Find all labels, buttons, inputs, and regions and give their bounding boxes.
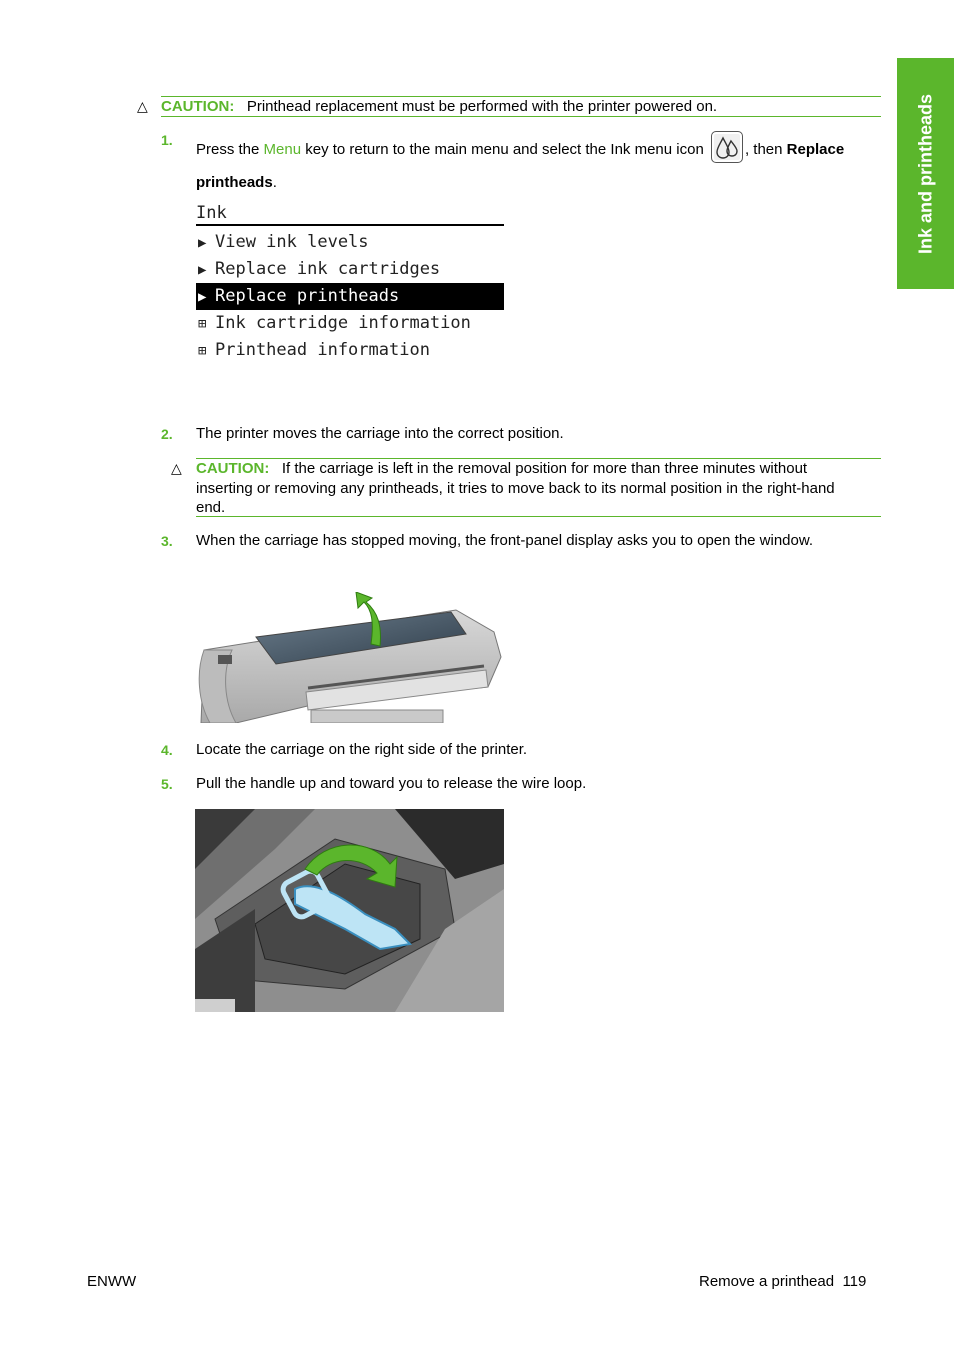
caution-triangle-icon: △ [137, 98, 148, 114]
caution-top-bottom-rule [161, 116, 881, 117]
arrow-right-icon: ▶ [198, 235, 207, 251]
section-tab-label: Ink and printheads [915, 93, 935, 254]
step-number: 1. [161, 132, 173, 148]
panel-item-replace-printheads[interactable]: ▶ Replace printheads [196, 283, 504, 310]
expand-box-icon: ⊞ [198, 343, 207, 359]
printer-open-window-illustration [196, 592, 504, 723]
expand-box-icon: ⊞ [198, 316, 207, 332]
step-number: 2. [161, 426, 173, 442]
step-5-text: Pull the handle up and toward you to release the wire loop. [196, 775, 587, 792]
panel-title: Ink [196, 200, 504, 226]
panel-item-printhead-information[interactable]: ⊞ Printhead information [196, 337, 504, 364]
panel-item-replace-ink-cartridges[interactable]: ▶ Replace ink cartridges [196, 256, 504, 283]
carriage-handle-illustration [195, 809, 504, 1012]
page-number: 119 [842, 1273, 867, 1290]
ink-menu-icon [711, 131, 743, 163]
caution-label: CAUTION: [161, 98, 235, 115]
caution-mid-bottom-rule [196, 516, 881, 517]
step-2-text: The printer moves the carriage into the correct position. [196, 425, 564, 442]
step-number: 4. [161, 742, 173, 758]
step-4-text: Locate the carriage on the right side of the printer. [196, 741, 528, 758]
step-number: 3. [161, 533, 173, 549]
footer-right [699, 1273, 866, 1290]
step-3-text: When the carriage has stopped moving, the front-panel display asks you to open the window. [196, 532, 814, 549]
section-tab [897, 58, 954, 289]
front-panel-ink-menu [196, 200, 504, 364]
caution-label: CAUTION: [196, 460, 270, 477]
step-1-text: Press the Menu key to return to the main menu and select the Ink menu icon , then Replace printheads. [196, 137, 886, 192]
step-number: 5. [161, 776, 173, 792]
caution-text: Printhead replacement must be performed with the printer powered on. [246, 98, 718, 115]
menu-key-link[interactable]: Menu [263, 140, 302, 158]
footer-section-title: Remove a printhead [699, 1273, 835, 1290]
arrow-right-icon: ▶ [198, 262, 207, 278]
panel-item-ink-cartridge-information[interactable]: ⊞ Ink cartridge information [196, 310, 504, 337]
caution-triangle-icon: △ [171, 460, 182, 476]
arrow-right-icon: ▶ [198, 289, 207, 305]
panel-item-view-ink-levels[interactable]: ▶ View ink levels [196, 229, 504, 256]
footer-left: ENWW [87, 1273, 137, 1290]
